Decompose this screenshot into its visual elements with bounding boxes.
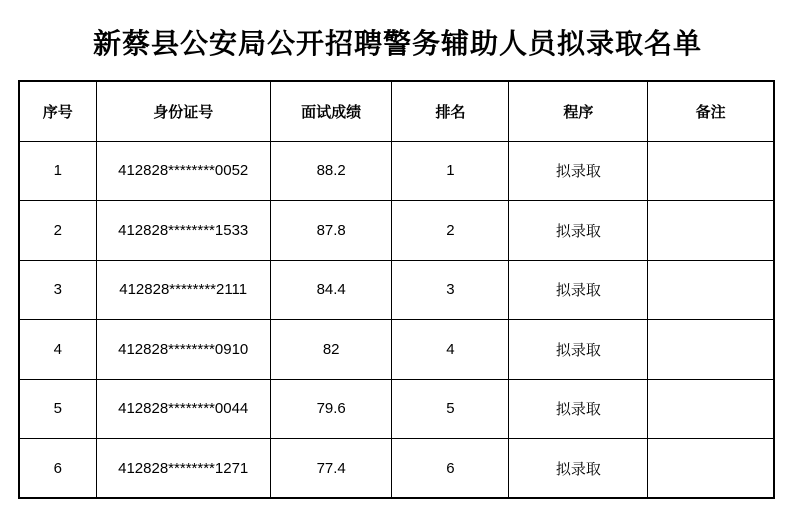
cell-rank: 2: [392, 201, 509, 261]
header-serial: 序号: [19, 81, 96, 141]
header-rank: 排名: [392, 81, 509, 141]
cell-procedure: 拟录取: [509, 141, 648, 201]
cell-remark: [648, 439, 774, 499]
cell-id-number: 412828********1271: [96, 439, 270, 499]
admission-table: [18, 80, 775, 499]
table-row: [19, 379, 774, 439]
cell-rank: 4: [392, 320, 509, 380]
cell-procedure: 拟录取: [509, 201, 648, 261]
cell-serial: 3: [19, 260, 96, 320]
cell-procedure: 拟录取: [509, 439, 648, 499]
cell-remark: [648, 141, 774, 201]
cell-procedure: 拟录取: [509, 379, 648, 439]
cell-serial: 4: [19, 320, 96, 380]
cell-interview-score: 79.6: [270, 379, 392, 439]
cell-remark: [648, 379, 774, 439]
header-id-number: 身份证号: [96, 81, 270, 141]
table-row: [19, 439, 774, 499]
cell-interview-score: 77.4: [270, 439, 392, 499]
header-interview-score: 面试成绩: [270, 81, 392, 141]
cell-interview-score: 88.2: [270, 141, 392, 201]
cell-id-number: 412828********2111: [96, 260, 270, 320]
cell-interview-score: 87.8: [270, 201, 392, 261]
table-row: [19, 320, 774, 380]
cell-rank: 5: [392, 379, 509, 439]
cell-remark: [648, 260, 774, 320]
cell-remark: [648, 201, 774, 261]
table-row: [19, 201, 774, 261]
cell-serial: 6: [19, 439, 96, 499]
cell-id-number: 412828********0044: [96, 379, 270, 439]
cell-rank: 1: [392, 141, 509, 201]
cell-rank: 6: [392, 439, 509, 499]
cell-procedure: 拟录取: [509, 260, 648, 320]
cell-interview-score: 84.4: [270, 260, 392, 320]
page-title: 新蔡县公安局公开招聘警务辅助人员拟录取名单: [92, 28, 702, 59]
cell-serial: 1: [19, 141, 96, 201]
cell-rank: 3: [392, 260, 509, 320]
cell-id-number: 412828********1533: [96, 201, 270, 261]
cell-serial: 2: [19, 201, 96, 261]
cell-remark: [648, 320, 774, 380]
cell-procedure: 拟录取: [509, 320, 648, 380]
cell-id-number: 412828********0052: [96, 141, 270, 201]
header-procedure: 程序: [509, 81, 648, 141]
cell-interview-score: 82: [270, 320, 392, 380]
table-row: [19, 141, 774, 201]
table-header-row: [19, 81, 774, 141]
header-remark: 备注: [648, 81, 774, 141]
table-row: [19, 260, 774, 320]
cell-id-number: 412828********0910: [96, 320, 270, 380]
cell-serial: 5: [19, 379, 96, 439]
